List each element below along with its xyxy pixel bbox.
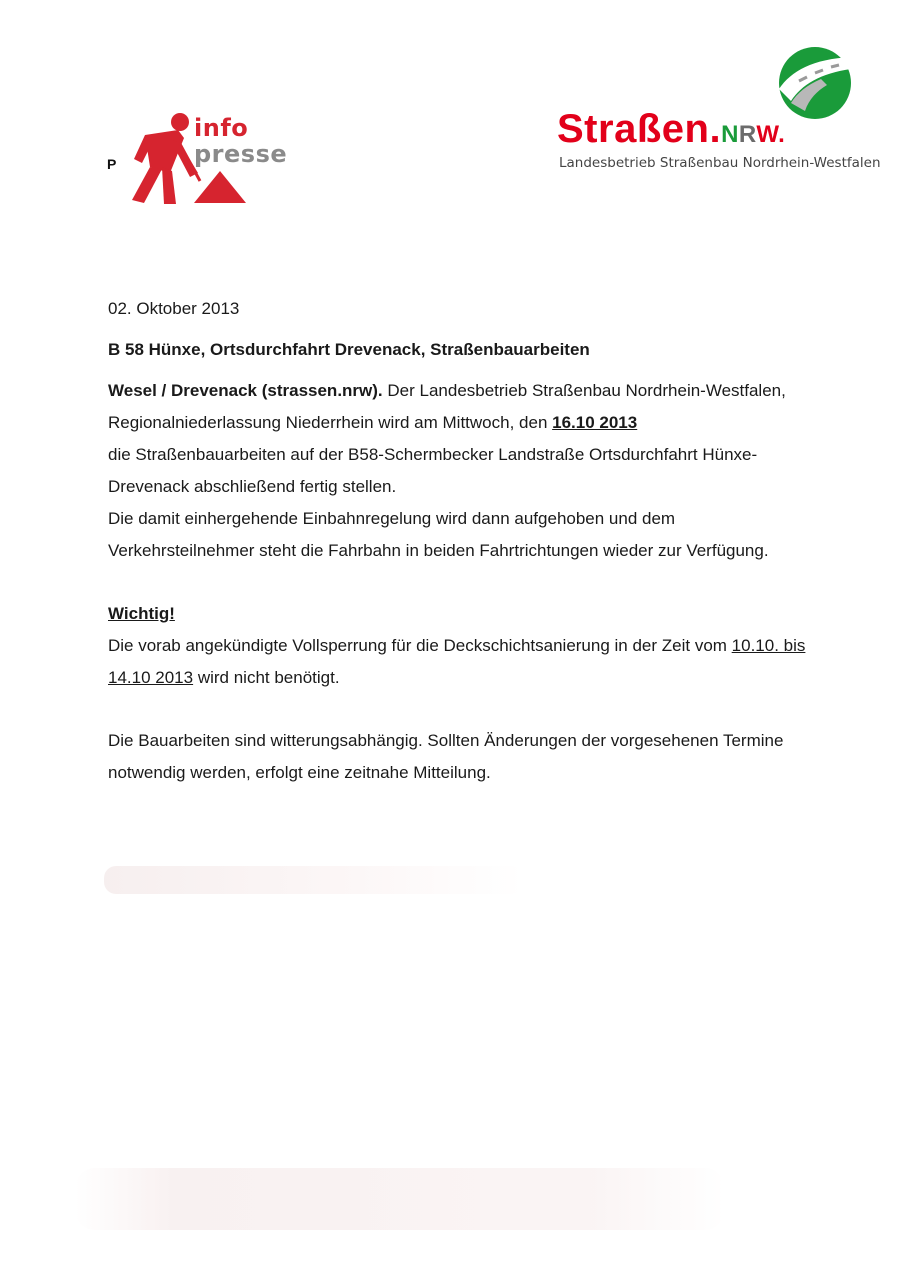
- road-globe-icon: [777, 45, 853, 121]
- brand-wordmark: [557, 107, 785, 152]
- lead-line-5: Die damit einhergehende Einbahnregelung wird dann aufgehoben und dem: [108, 509, 676, 528]
- important-line-2-text: wird nicht benötigt.: [193, 668, 340, 687]
- closing-line-2: notwendig werden, erfolgt eine zeitnahe Mitteilung.: [108, 763, 491, 782]
- lead-line-2: [108, 407, 868, 439]
- lead-line-1: [108, 375, 868, 407]
- lead-line-2-text: Regionalniederlassung Niederrhein wird am Mittwoch, den: [108, 413, 553, 432]
- lead-line-1-text: Der Landesbetrieb Straßenbau Nordrhein-Westfalen,: [382, 381, 786, 400]
- closure-range-end: 14.10 2013: [108, 668, 194, 687]
- brand-end-dot: .: [778, 121, 786, 148]
- important-section: [108, 598, 868, 694]
- document-body: [108, 293, 868, 789]
- closure-range-start: 10.10. bis: [731, 636, 806, 655]
- brand-w: W: [756, 121, 779, 148]
- p-letter: P: [107, 156, 117, 172]
- lead-line-3: die Straßenbauarbeiten auf der B58-Schermbecker Landstraße Ortsdurchfahrt Hünxe-: [108, 445, 758, 464]
- closing-line-1: Die Bauarbeiten sind witterungsabhängig. Sollten Änderungen der vorgesehenen Termine: [108, 731, 784, 750]
- document-headline: B 58 Hünxe, Ortsdurchfahrt Drevenack, Straßenbauarbeiten: [108, 340, 590, 359]
- lead-line-6: Verkehrsteilnehmer steht die Fahrbahn in beiden Fahrtrichtungen wieder zur Verfügung.: [108, 541, 769, 560]
- redacted-footer-area: [75, 1168, 725, 1230]
- important-line-1-text: Die vorab angekündigte Vollsperrung für die Deckschichtsanierung in der Zeit vom: [108, 636, 732, 655]
- info-presse-logo: [100, 105, 315, 210]
- presse-wordmark: presse: [194, 140, 288, 168]
- dateline: Wesel / Drevenack (strassen.nrw).: [108, 381, 383, 400]
- brand-subtitle: Landesbetrieb Straßenbau Nordrhein-Westfalen: [559, 155, 881, 171]
- important-line-2: [108, 662, 868, 694]
- redacted-contact-area: [104, 866, 524, 894]
- closing-paragraph: [108, 725, 868, 789]
- completion-date: 16.10 2013: [552, 413, 638, 432]
- important-line-1: [108, 630, 868, 662]
- brand-strassen: Straßen: [557, 107, 710, 151]
- strassen-nrw-logo: [555, 45, 881, 175]
- brand-r: R: [738, 121, 757, 148]
- lead-paragraph: [108, 375, 868, 567]
- info-wordmark: info: [194, 114, 249, 142]
- document-date: 02. Oktober 2013: [108, 299, 240, 318]
- brand-dot: .: [709, 107, 722, 151]
- important-heading: Wichtig!: [108, 604, 175, 623]
- lead-line-4: Drevenack abschließend fertig stellen.: [108, 477, 397, 496]
- brand-n: N: [721, 121, 739, 148]
